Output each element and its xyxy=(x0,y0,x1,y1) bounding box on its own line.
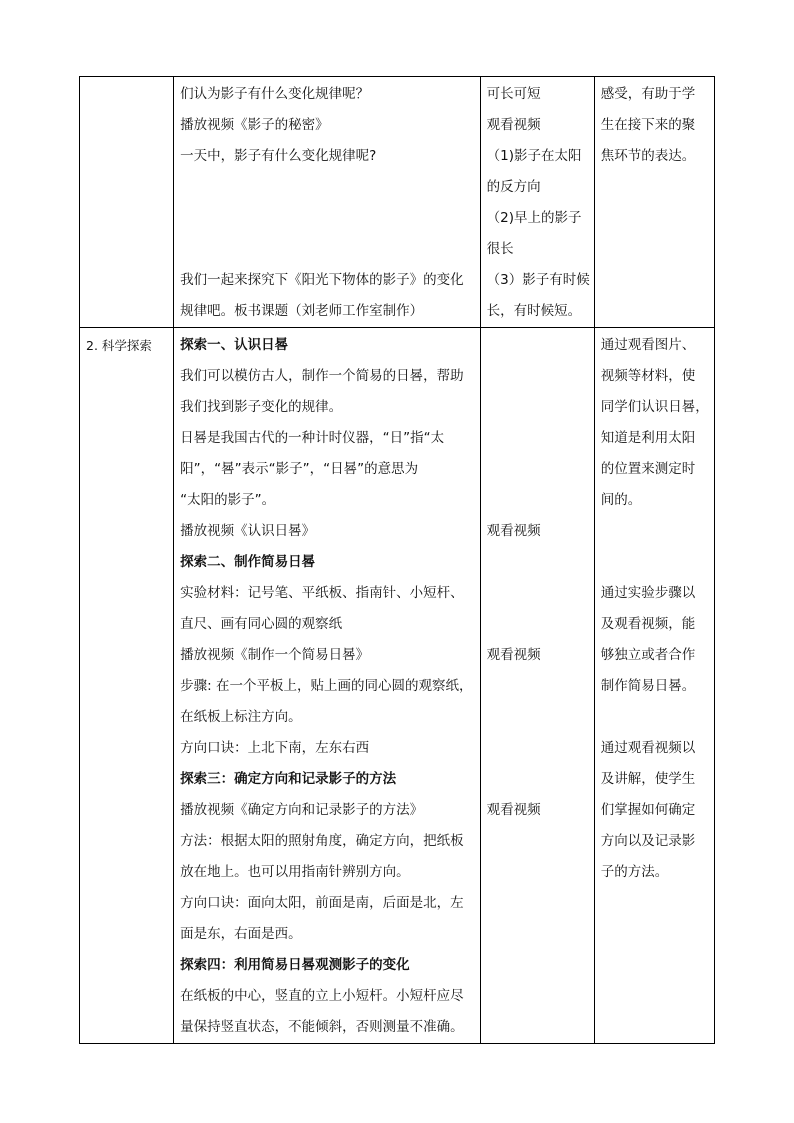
section-cell xyxy=(80,77,174,328)
student-line: 观看视频 xyxy=(486,117,541,133)
student-activity-cell xyxy=(480,77,594,328)
content-line: 在纸板上标注方向。 xyxy=(180,709,302,725)
purpose-line: 子的方法。 xyxy=(600,864,669,880)
content-line: 放在地上。也可以用指南针辨别方向。 xyxy=(180,864,410,880)
purpose-line: 及讲解，使学生 xyxy=(600,771,696,787)
content-line: 我们找到影子变化的规律。 xyxy=(180,399,343,415)
purpose-line: 生在接下来的聚 xyxy=(600,117,696,133)
table-row xyxy=(80,77,715,328)
purpose-line: 视频等材料，使 xyxy=(600,368,696,384)
explore-heading: 探索一、认识日晷 xyxy=(180,337,289,353)
content-line: 量保持竖直状态，不能倾斜，否则测量不准确。 xyxy=(180,1019,464,1035)
content-line: 播放视频《影子的秘密》 xyxy=(180,117,329,133)
content-line: 实验材料：记号笔、平纸板、指南针、小短杆、 xyxy=(180,585,464,601)
lesson-plan-table xyxy=(79,76,715,1044)
purpose-line: 焦环节的表达。 xyxy=(600,148,696,164)
student-activity-cell xyxy=(480,328,594,1044)
student-line: 长，有时候短。 xyxy=(486,303,582,319)
student-line: （1)影子在太阳 xyxy=(486,148,582,164)
content-line: 播放视频《确定方向和记录影子的方法》 xyxy=(180,802,424,818)
purpose-line: 及观看视频，能 xyxy=(600,616,696,632)
purpose-line: 通过观看视频以 xyxy=(600,740,696,756)
table-row xyxy=(80,328,715,1044)
purpose-line: 通过实验步骤以 xyxy=(600,585,696,601)
purpose-line: 感受，有助于学 xyxy=(600,86,696,102)
content-line: 步骤: 在一个平板上，贴上画的同心圆的观察纸， xyxy=(180,678,473,694)
student-line: 观看视频 xyxy=(486,802,541,818)
content-line: 一天中，影子有什么变化规律呢? xyxy=(180,148,377,164)
student-line: （3）影子有时候 xyxy=(486,272,590,288)
content-line: “太阳的影子”。 xyxy=(180,492,276,508)
purpose-cell xyxy=(594,77,714,328)
purpose-line: 们掌握如何确定 xyxy=(600,802,696,818)
content-cell xyxy=(174,77,480,328)
content-line: 日晷是我国古代的一种计时仪器，“日”指“太 xyxy=(180,430,445,446)
purpose-line: 同学们认识日晷， xyxy=(600,399,709,415)
purpose-line: 够独立或者合作 xyxy=(600,647,696,663)
content-line: 播放视频《制作一个简易日晷》 xyxy=(180,647,370,663)
content-line: 规律吧。板书课题（刘老师工作室制作） xyxy=(180,303,424,319)
purpose-line: 制作简易日晷。 xyxy=(600,678,696,694)
purpose-line: 知道是利用太阳 xyxy=(600,430,696,446)
student-line: 的反方向 xyxy=(486,179,541,195)
explore-heading: 探索二、制作简易日晷 xyxy=(180,554,316,570)
purpose-line: 的位置来测定时 xyxy=(600,461,696,477)
explore-heading: 探索四：利用简易日晷观测影子的变化 xyxy=(180,957,410,973)
content-line: 我们一起来探究下《阳光下物体的影子》的变化 xyxy=(180,272,464,288)
content-line: 面是东，右面是西。 xyxy=(180,926,302,942)
purpose-line: 间的。 xyxy=(600,492,642,508)
content-cell xyxy=(174,328,480,1044)
purpose-line: 通过观看图片、 xyxy=(600,337,696,353)
student-line: 可长可短 xyxy=(486,86,541,102)
student-line: 很长 xyxy=(486,241,514,257)
content-line: 们认为影子有什么变化规律呢？ xyxy=(180,86,370,102)
content-line: 阳”，“晷”表示“影子”，“日晷”的意思为 xyxy=(180,461,419,477)
student-line: 观看视频 xyxy=(486,523,541,539)
content-line: 我们可以模仿古人，制作一个简易的日晷，帮助 xyxy=(180,368,464,384)
explore-heading: 探索三：确定方向和记录影子的方法 xyxy=(180,771,397,787)
content-line: 在纸板的中心，竖直的立上小短杆。小短杆应尽 xyxy=(180,988,464,1004)
content-line: 播放视频《认识日晷》 xyxy=(180,523,316,539)
content-line: 方法：根据太阳的照射角度，确定方向，把纸板 xyxy=(180,833,464,849)
purpose-line: 方向以及记录影 xyxy=(600,833,696,849)
purpose-cell xyxy=(594,328,714,1044)
content-line: 直尺、画有同心圆的观察纸 xyxy=(180,616,343,632)
student-line: （2)早上的影子 xyxy=(486,210,582,226)
section-label: 2. 科学探索 xyxy=(86,338,152,353)
section-cell xyxy=(80,328,174,1044)
student-line: 观看视频 xyxy=(486,647,541,663)
content-line: 方向口诀：上北下南，左东右西 xyxy=(180,740,370,756)
content-line: 方向口诀：面向太阳，前面是南，后面是北，左 xyxy=(180,895,464,911)
